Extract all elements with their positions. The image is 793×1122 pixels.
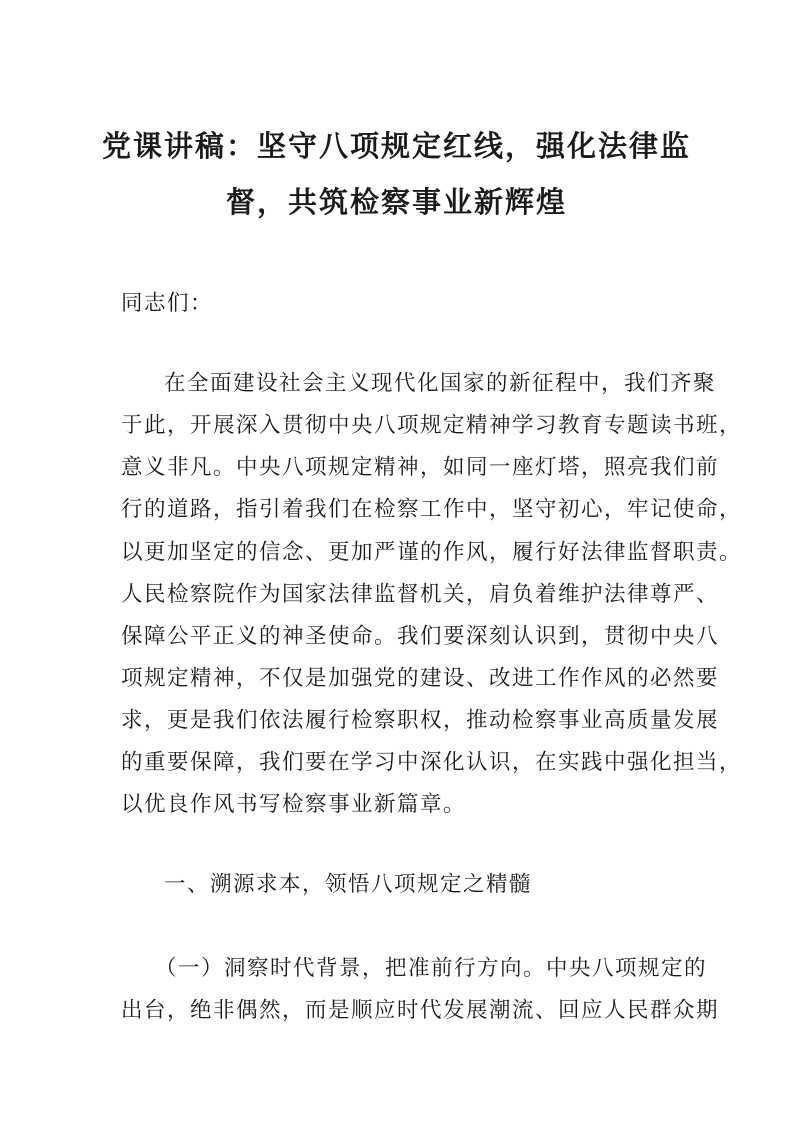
title-line-2: 督，共筑检察事业新辉煌 — [225, 185, 567, 219]
title-line-1: 党课讲稿：坚守八项规定红线，强化法律监 — [101, 129, 691, 163]
section-heading-1: 一、溯源求本，领悟八项规定之精髓 — [164, 872, 533, 897]
paragraph-1-line-5: 以更加坚定的信念、更加严谨的作风，履行好法律监督职责。 — [121, 540, 743, 565]
salutation: 同志们： — [121, 291, 214, 316]
paragraph-1-line-6: 人民检察院作为国家法律监督机关，肩负着维护法律尊严、 — [121, 582, 720, 607]
paragraph-1-line-1: 在全面建设社会主义现代化国家的新征程中，我们齐聚 — [164, 371, 717, 396]
paragraph-1-line-10: 的重要保障，我们要在学习中深化认识，在实践中强化担当， — [121, 750, 743, 775]
paragraph-1-line-8: 项规定精神，不仅是加强党的建设、改进工作作风的必然要 — [121, 666, 720, 691]
document-title — [100, 118, 693, 230]
paragraph-1-line-2: 于此，开展深入贯彻中央八项规定精神学习教育专题读书班， — [121, 413, 743, 438]
paragraph-1-line-11: 以优良作风书写检察事业新篇章。 — [121, 792, 467, 817]
subsection-1-line-1: （一）洞察时代背景，把准前行方向。中央八项规定的 — [155, 956, 708, 981]
paragraph-1-line-3: 意义非凡。中央八项规定精神，如同一座灯塔，照亮我们前 — [121, 455, 720, 480]
paragraph-1-line-9: 求，更是我们依法履行检察职权，推动检察事业高质量发展 — [121, 708, 720, 733]
paragraph-1-line-4: 行的道路，指引着我们在检察工作中，坚守初心，牢记使命， — [121, 497, 743, 522]
subsection-1-line-2: 出台，绝非偶然，而是顺应时代发展潮流、回应人民群众期 — [121, 998, 720, 1023]
paragraph-1-line-7: 保障公平正义的神圣使命。我们要深刻认识到，贯彻中央八 — [121, 624, 720, 649]
